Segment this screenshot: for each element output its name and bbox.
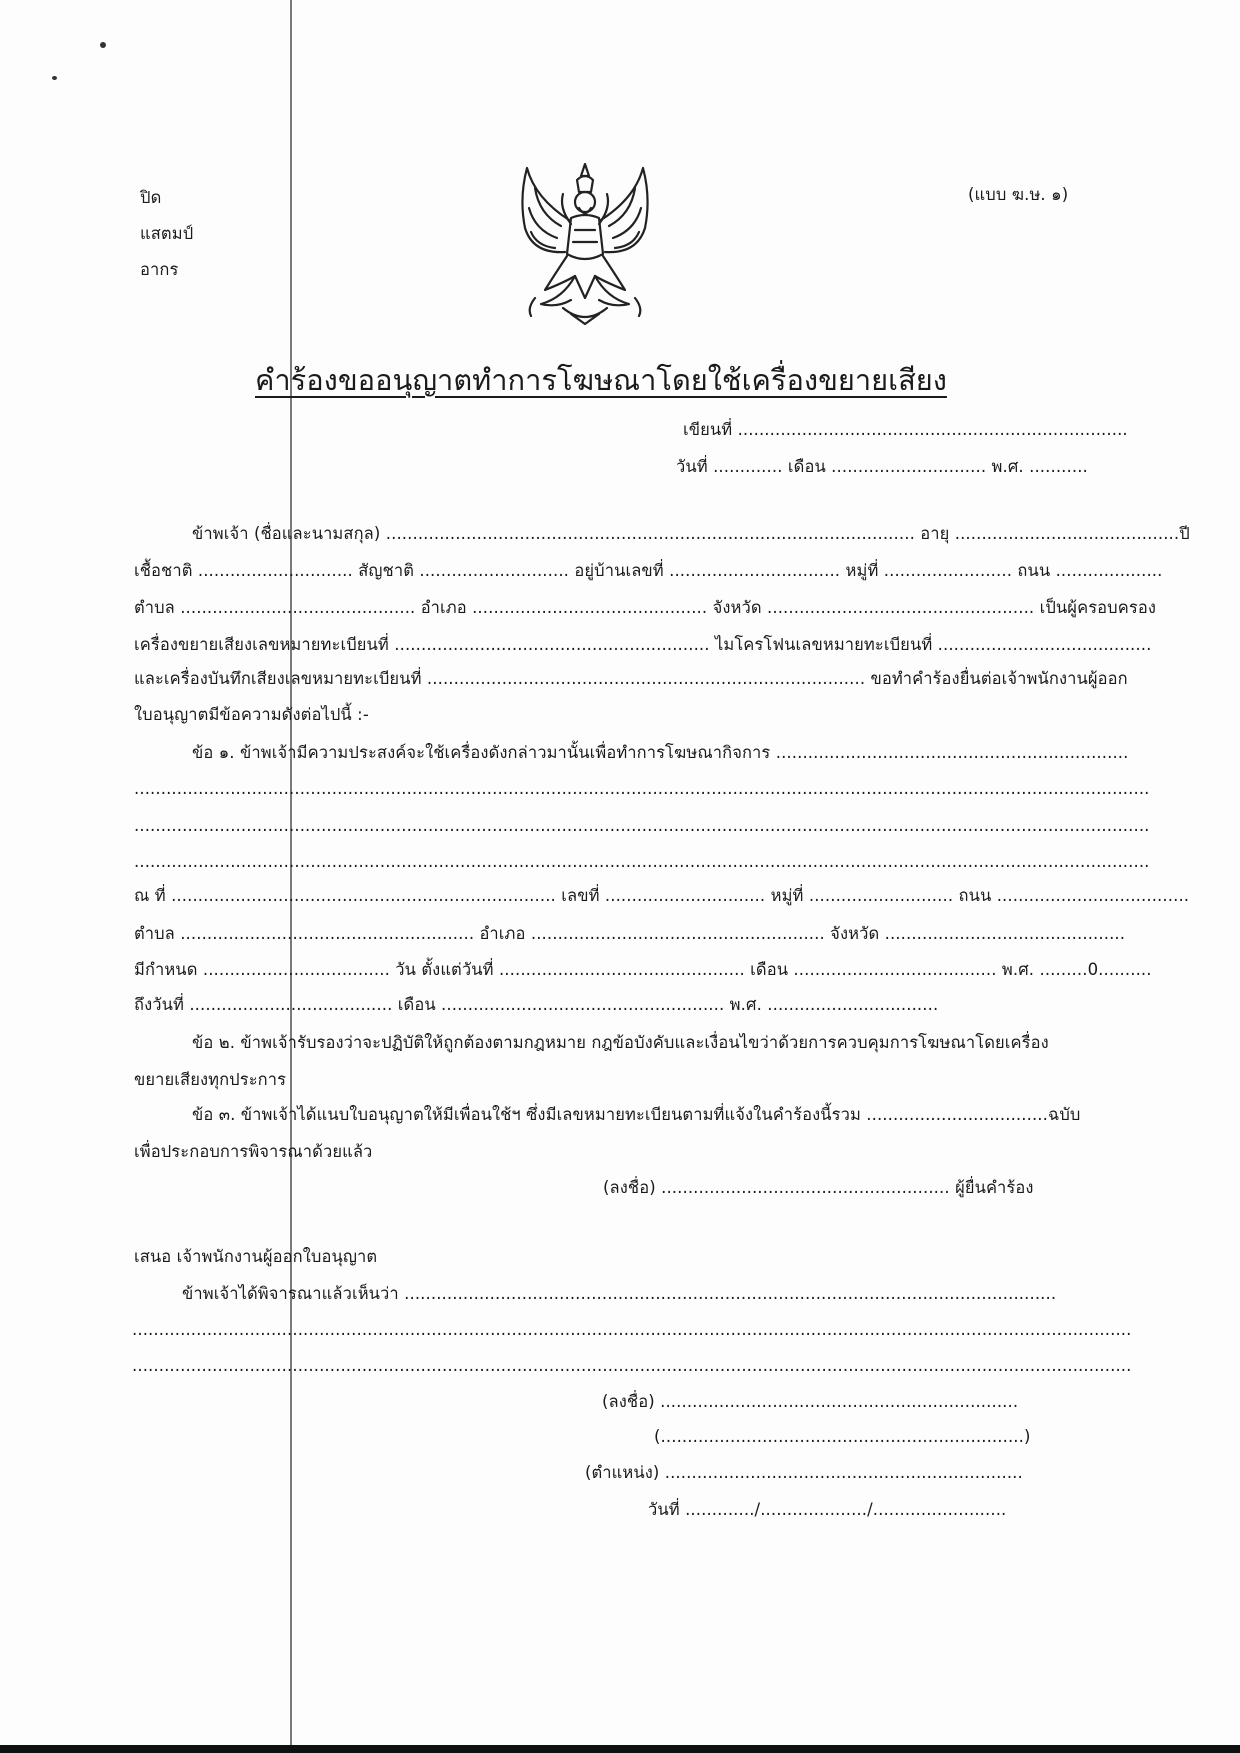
scan-bottom-edge xyxy=(0,1745,1240,1753)
applicant-address-line: เชื้อชาติ ............................. สัญชาติ ............................ อยู่บ้านเลขที่ ................................ หมู่ที่ ........................ ถนน .................... xyxy=(134,561,1163,580)
officer-position-line: (ตำแหน่ง) ................................................................... xyxy=(585,1463,1023,1482)
clause-3-text: ข้อ ๓. ข้าพเจ้าได้แนบใบอนุญาตให้มีเพื่อนใช้ฯ ซึ่งมีเลขหมายทะเบียนตามที่แจ้งในคำร้องนี้รวม ..................................ฉบับ xyxy=(192,1105,1081,1124)
recorder-registration-line: และเครื่องบันทึกเสียงเลขหมายทะเบียนที่ .................................................................................. ขอทำคำร้องยื่นต่อเจ้าพนักงานผู้ออก xyxy=(134,669,1128,688)
clause-1-period-from: มีกำหนด ................................... วัน ตั้งแต่วันที่ .............................................. เดือน ...................................... พ.ศ. .........0.......... xyxy=(134,960,1152,979)
scan-speck xyxy=(100,42,106,48)
applicant-name-line: ข้าพเจ้า (ชื่อและนามสกุล) ................................................................................................... อายุ ..........................................ปี xyxy=(192,524,1190,543)
clause-1-district: ตำบล ....................................................... อำเภอ ....................................................... จังหวัด ............................................. xyxy=(134,924,1126,943)
stamp-box-label: แสตมป์ xyxy=(140,224,194,243)
scan-fold-line xyxy=(290,0,292,1753)
clause-3-text-cont: เพื่อประกอบการพิจารณาด้วยแล้ว xyxy=(134,1142,373,1161)
clause-2-text: ข้อ ๒. ข้าพเจ้ารับรองว่าจะปฏิบัติให้ถูกต้องตามกฎหมาย กฎข้อบังคับและเงื่อนไขว่าด้วยการควบคุมการโฆษณาโดยเครื่อง xyxy=(192,1033,1049,1052)
clause-1-blank-line: .............................................................................................................................................................................................. xyxy=(134,852,1150,871)
clause-1-blank-line: .............................................................................................................................................................................................. xyxy=(134,779,1150,798)
clause-1-blank-line: .............................................................................................................................................................................................. xyxy=(134,816,1150,835)
clause-1-purpose: ข้อ ๑. ข้าพเจ้ามีความประสงค์จะใช้เครื่องดังกล่าวมานั้นเพื่อทำการโฆษณากิจการ .................................................................. xyxy=(192,743,1129,762)
form-code: (แบบ ฆ.ษ. ๑) xyxy=(968,185,1069,204)
officer-opinion: ข้าพเจ้าได้พิจารณาแล้วเห็นว่า .......................................................................................................................... xyxy=(182,1284,1057,1303)
amplifier-registration-line: เครื่องขยายเสียงเลขหมายทะเบียนที่ ........................................................... ไมโครโฟนเลขหมายทะเบียนที่ ........................................ xyxy=(134,635,1152,654)
officer-name-line: (....................................................................) xyxy=(654,1427,1031,1446)
clause-2-text-cont: ขยายเสียงทุกประการ xyxy=(134,1070,287,1089)
garuda-emblem-icon xyxy=(505,158,665,328)
stamp-box-label: อากร xyxy=(140,260,179,279)
form-title: คำร้องขออนุญาตทำการโฆษณาโดยใช้เครื่องขยายเสียง xyxy=(255,363,947,397)
statement-intro: ใบอนุญาตมีข้อความดังต่อไปนี้ :- xyxy=(134,705,369,724)
officer-signature-line: (ลงชื่อ) ................................................................... xyxy=(602,1392,1019,1411)
stamp-box-label: ปิด xyxy=(140,188,162,207)
officer-propose: เสนอ เจ้าพนักงานผู้ออกใบอนุญาต xyxy=(134,1247,378,1266)
written-at-field: เขียนที่ ......................................................................... xyxy=(683,420,1128,439)
scan-speck xyxy=(52,76,57,80)
applicant-district-line: ตำบล ............................................ อำเภอ ............................................ จังหวัด .................................................. เป็นผู้ครอบครอง xyxy=(134,598,1157,617)
officer-blank-line: ........................................................................................................................................................................................... xyxy=(132,1320,1132,1339)
clause-1-period-to: ถึงวันที่ ...................................... เดือน ..................................................... พ.ศ. ................................ xyxy=(134,995,939,1014)
officer-date-line: วันที่ ............./..................../......................... xyxy=(648,1500,1007,1519)
officer-blank-line: ........................................................................................................................................................................................... xyxy=(132,1356,1132,1375)
applicant-signature-line: (ลงชื่อ) ...................................................... ผู้ยื่นคำร้อง xyxy=(603,1178,1034,1197)
clause-1-place: ณ ที่ ........................................................................ เลขที่ .............................. หมู่ที่ ........................... ถนน .................................... xyxy=(134,886,1190,905)
date-field: วันที่ ............. เดือน ............................. พ.ศ. ........... xyxy=(676,457,1088,476)
